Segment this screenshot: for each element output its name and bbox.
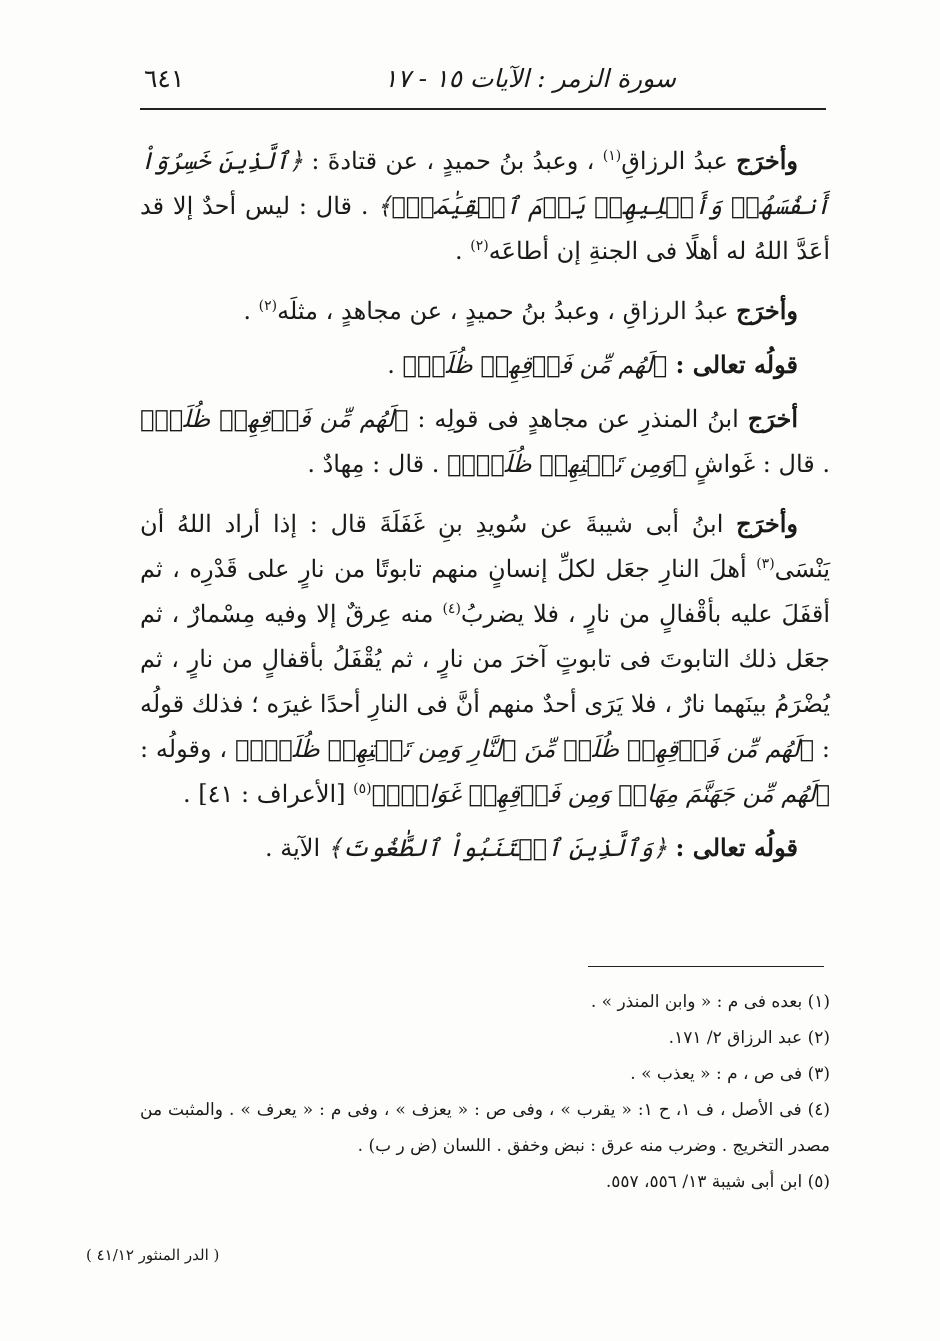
paragraph-text: ابنُ المنذرِ عن مجاهدٍ فى قولِه : bbox=[408, 405, 748, 433]
paragraph-lead: أخرَج bbox=[747, 404, 798, 433]
quran-verse: ﴿لَهُم مِّن فَوۡقِهِمۡ ظُلَلٞ مِّنَ ٱلنَّارِ وَمِن تَحۡتِهِمۡ ظُلَلٞۚ﴾ bbox=[235, 735, 815, 763]
quran-verse: ﴿ٱلَّذِينَ خَسِرُوٓاْ أَنفُسَهُمۡ وَأَهۡلِيهِمۡ يَوۡمَ ٱلۡقِيَٰمَةِۗ﴾ bbox=[140, 147, 830, 220]
paragraph-3 bbox=[140, 396, 830, 487]
paragraph-lead: وأخرَج bbox=[736, 296, 798, 325]
paragraph-text: ابنُ أبى شيبةَ عن سُويدِ بنِ غَفَلَةَ قال : إذا أراد اللهُ أن يَنْسَى bbox=[140, 510, 830, 583]
verse-heading-label: قولُه تعالى : bbox=[667, 833, 798, 862]
running-header bbox=[140, 58, 826, 108]
footnote-3: (٣) فى ص ، م : « يعذب » . bbox=[630, 1064, 830, 1084]
paragraph-text: . bbox=[243, 297, 259, 325]
header-rule bbox=[140, 108, 826, 110]
verse-heading-label: قولُه تعالى : bbox=[667, 350, 798, 379]
main-text bbox=[140, 128, 830, 885]
footnote-1: (١) بعده فى م : « وابن المنذر » . bbox=[590, 992, 830, 1012]
page-number: ٦٤١ bbox=[144, 64, 185, 93]
footnote-marker: (٥) bbox=[353, 781, 372, 797]
paragraph-lead: وأخرَج bbox=[736, 509, 798, 538]
footnote-marker: (٢) bbox=[470, 238, 489, 254]
footnote-marker: (٣) bbox=[756, 556, 775, 572]
paragraph-text: . قال : ليس أحدٌ إلا قد أعَدَّ اللهُ له أهلًا فى الجنةِ إن أطاعَه bbox=[140, 192, 830, 265]
paragraph-text: عبدُ الرزاقِ bbox=[621, 147, 737, 175]
quran-verse: ﴿وَمِن تَحۡتِهِمۡ ظُلَلٞۚ﴾ bbox=[447, 450, 687, 478]
footnote-4: (٤) فى الأصل ، ف ١، ح ١: « يقرب » ، وفى ص : « يعزف » ، وفى م : « يعرف » . والمثبت من مصدر التخريج . وضرب منه عرق : نبض وخفق . اللسان (ض ر ب) . bbox=[140, 1100, 830, 1156]
source-reference: ( الدر المنثور ٤١/١٢ ) bbox=[86, 1246, 220, 1264]
paragraph-text: . قال : غَواشٍ bbox=[686, 450, 830, 478]
paragraph-text: ، وعبدُ بنُ حميدٍ ، عن قتادةَ : bbox=[303, 147, 603, 175]
paragraph-text: . bbox=[387, 351, 403, 379]
footnote-marker: (١) bbox=[602, 148, 622, 164]
quran-verse: ﴿لَهُم مِّن فَوۡقِهِمۡ ظُلَلٞ﴾ bbox=[402, 351, 668, 379]
quran-verse: ﴿لَهُم مِّن جَهَنَّمَ مِهَادٞ وَمِن فَوۡقِهِمۡ غَوَاشٖۚ﴾ bbox=[371, 780, 830, 808]
paragraph-lead: وأخرَج bbox=[736, 146, 798, 175]
footnote-2: (٢) عبد الرزاق ٢/ ١٧١. bbox=[668, 1028, 830, 1048]
paragraph-text: الآية . bbox=[264, 834, 328, 862]
paragraph-text: [الأعراف : ٤١] . bbox=[182, 780, 354, 808]
footnote-5: (٥) ابن أبى شيبة ١٣/ ٥٥٦، ٥٥٧. bbox=[605, 1172, 830, 1192]
paragraph-text: . قال : مِهادٌ . bbox=[307, 450, 447, 478]
paragraph-text: منه عِرقٌ إلا وفيه مِسْمارٌ ، ثم جعَل ذلك التابوتَ فى تابوتٍ آخرَ من نارٍ ، ثم يُقْفَلُ بأقفالٍ من نارٍ ، ثم يُضْرَمُ بينَهما نارٌ ، فلا يَرَى أحدٌ منهم أنَّ فى النارِ أحدًا غيرَه ؛ فذلك قولُه : bbox=[140, 600, 831, 763]
paragraph-text: . bbox=[455, 237, 471, 265]
footnote-marker: (٤) bbox=[442, 601, 461, 617]
quran-verse: ﴿وَٱلَّذِينَ ٱجۡتَنَبُواْ ٱلطَّٰغُوتَ﴾ bbox=[327, 834, 668, 862]
paragraph-1 bbox=[140, 138, 830, 274]
paragraph-4 bbox=[140, 501, 830, 817]
paragraph-text: عبدُ الرزاقِ ، وعبدُ بنُ حميدٍ ، عن مجاهدٍ ، مثلَه bbox=[277, 297, 737, 325]
footnotes bbox=[140, 984, 830, 1200]
quran-verse: ﴿لَهُم مِّن فَوۡقِهِمۡ ظُلَلٞ﴾ bbox=[140, 405, 409, 433]
footnote-rule bbox=[588, 966, 824, 967]
verse-heading-1 bbox=[140, 342, 830, 388]
header-title: سورة الزمر : الآيات ١٥ - ١٧ bbox=[383, 64, 676, 93]
paragraph-text: ، وقولُه : bbox=[140, 735, 236, 763]
verse-heading-2 bbox=[140, 825, 830, 871]
paragraph-text: أهلَ النارِ جعَل لكلِّ إنسانٍ منهم تابوتًا من نارٍ على قَدْرِه ، ثم أقفَلَ عليه بأقْفالٍ من نارٍ ، فلا يضربُ bbox=[140, 555, 830, 628]
footnote-marker: (٢) bbox=[258, 298, 278, 314]
paragraph-2 bbox=[140, 288, 830, 334]
